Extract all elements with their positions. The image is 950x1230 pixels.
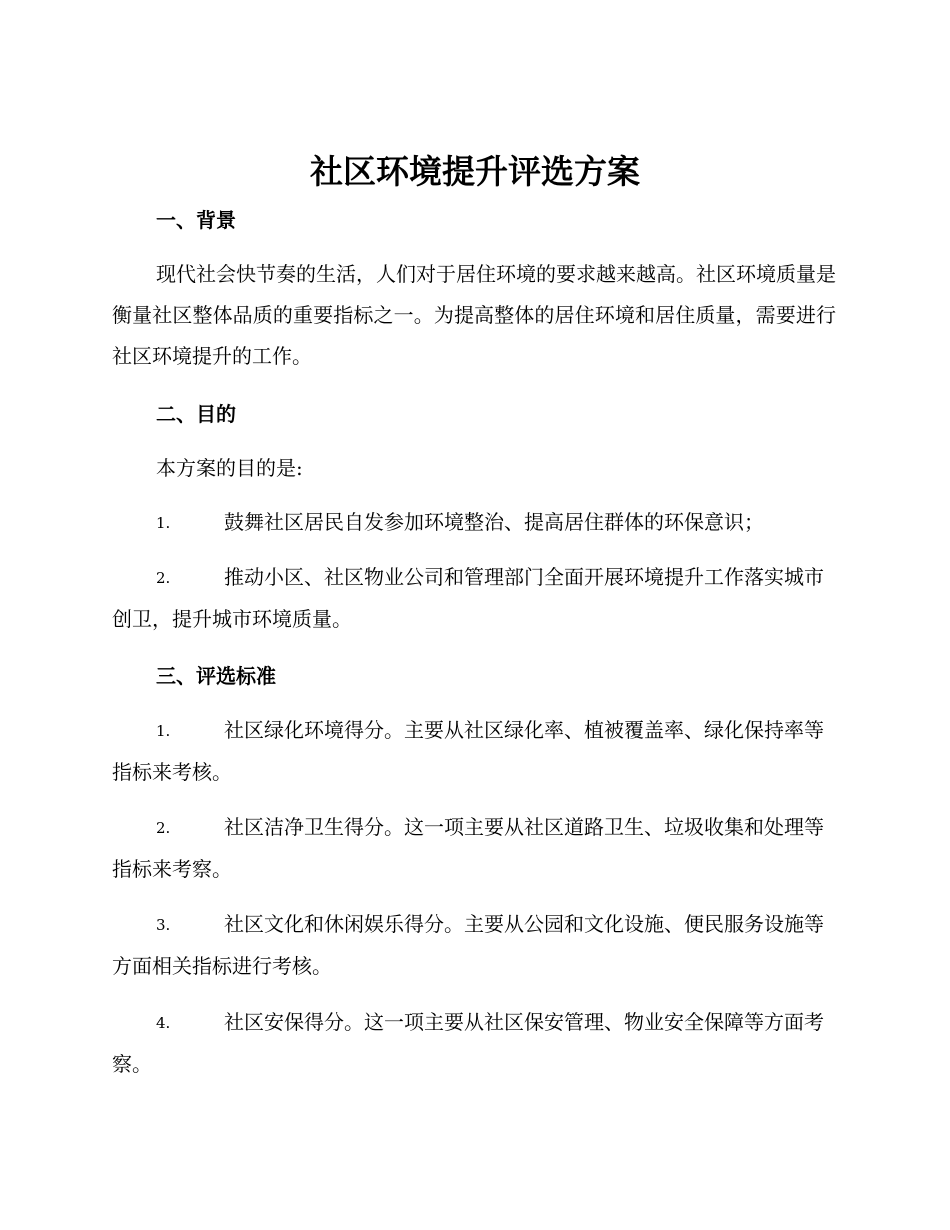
section-heading-background: 一、背景 [156, 208, 236, 232]
criteria-item-2 [112, 807, 836, 890]
background-paragraph: 现代社会快节奏的生活，人们对于居住环境的要求越来越高。社区环境质量是衡量社区整体品质的重要指标之一。为提高整体的居住环境和居住质量，需要进行社区环境提升的工作。 [112, 262, 836, 368]
criteria-item-3 [112, 904, 836, 987]
purpose-item-2 [112, 557, 836, 640]
purpose-intro: 本方案的目的是: [156, 456, 303, 480]
list-item-text: 社区洁净卫生得分。这一项主要从社区道路卫生、垃圾收集和处理等指标来考察。 [112, 815, 824, 881]
criteria-item-1 [112, 710, 836, 793]
criteria-item-4 [112, 1002, 836, 1085]
list-item-text: 社区文化和休闲娱乐得分。主要从公园和文化设施、便民服务设施等方面相关指标进行考核。 [112, 912, 824, 978]
list-number: 3. [156, 916, 171, 934]
document-title: 社区环境提升评选方案 [310, 152, 640, 191]
list-item-text: 社区绿化环境得分。主要从社区绿化率、植被覆盖率、绿化保持率等指标来考核。 [112, 718, 824, 784]
list-item-text: 鼓舞社区居民自发参加环境整治、提高居住群体的环保意识； [224, 510, 764, 534]
list-number: 4. [156, 1014, 171, 1032]
list-item-text: 社区安保得分。这一项主要从社区保安管理、物业安全保障等方面考察。 [112, 1010, 824, 1076]
section-heading-criteria: 三、评选标准 [156, 664, 276, 688]
purpose-item-1 [112, 502, 836, 544]
list-number: 1. [156, 514, 171, 532]
list-number: 2. [156, 819, 171, 837]
list-number: 2. [156, 569, 171, 587]
section-heading-purpose: 二、目的 [156, 402, 236, 426]
list-item-text: 推动小区、社区物业公司和管理部门全面开展环境提升工作落实城市创卫，提升城市环境质量。 [112, 565, 824, 631]
list-number: 1. [156, 722, 171, 740]
